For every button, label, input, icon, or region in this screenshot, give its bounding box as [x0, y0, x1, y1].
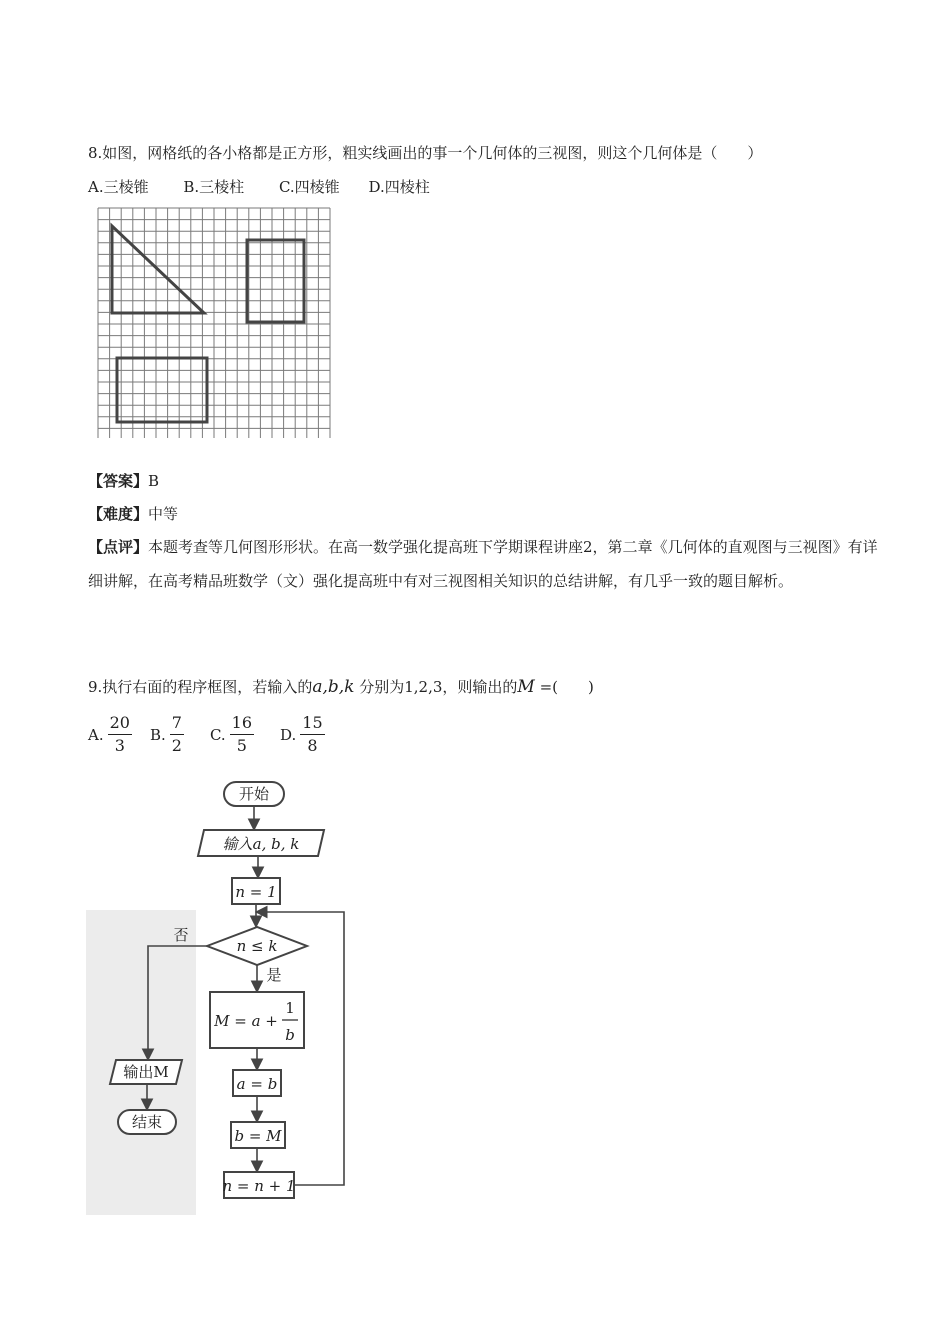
q9-M: M — [517, 677, 535, 697]
option-label: A. — [88, 725, 104, 744]
q8-review — [88, 530, 878, 598]
numerator: 7 — [170, 712, 184, 735]
q9-stem — [88, 676, 594, 697]
numerator: 15 — [300, 712, 324, 735]
init-label: n = 1 — [235, 883, 277, 901]
q9-option-a — [88, 712, 132, 757]
answer-value: B — [148, 472, 160, 490]
condition-label: n ≤ k — [236, 937, 278, 955]
start-label: 开始 — [238, 785, 270, 803]
difficulty-value: 中等 — [148, 505, 179, 523]
q8-stem: 8.如图，网格纸的各小格都是正方形，粗实线画出的事一个几何体的三视图，则这个几何体是（ ） — [88, 144, 763, 162]
input-label: 输入a, b, k — [222, 835, 300, 853]
q9-option-c — [210, 712, 254, 757]
assign-b-label: b = M — [234, 1127, 282, 1145]
denominator: 5 — [236, 736, 247, 755]
end-label: 结束 — [131, 1113, 163, 1131]
difficulty-label: 【难度】 — [88, 505, 149, 523]
q9-stem-prefix: 9.执行右面的程序框图，若输入的 — [88, 678, 313, 696]
program-flowchart — [86, 770, 376, 1220]
review-text: 本题考查等几何图形形状。在高一数学强化提高班下学期课程讲座2，第二章《几何体的直观图与三视图》有详细讲解，在高考精品班数学（文）强化提高班中有对三视图相关知识的总结讲解，有几乎一致的题目解析。 — [88, 538, 878, 590]
q9-option-b — [150, 712, 184, 757]
q9-vars: a,b,k — [312, 677, 355, 697]
q8-answer — [88, 470, 159, 491]
output-label: 输出M — [123, 1063, 169, 1081]
numerator: 16 — [230, 712, 254, 735]
top-view-rectangle — [117, 358, 207, 422]
q8-option-d: D.四棱柱 — [368, 178, 430, 196]
q8-difficulty — [88, 503, 178, 524]
option-label: C. — [209, 725, 226, 744]
assign-m-label: M = a + — [214, 1012, 278, 1030]
assign-m-frac-den: b — [285, 1026, 295, 1044]
denominator: 8 — [307, 736, 318, 755]
q8-option-c: C.四棱锥 — [278, 178, 340, 196]
q8-options — [88, 176, 460, 197]
q8-option-a: A.三棱锥 — [88, 178, 149, 196]
no-label: 否 — [173, 926, 189, 944]
three-view-grid-figure — [92, 206, 342, 442]
assign-m-frac-num: 1 — [285, 999, 295, 1017]
denominator: 2 — [171, 736, 182, 755]
answer-label: 【答案】 — [88, 472, 149, 490]
q8-option-b: B.三棱柱 — [183, 178, 245, 196]
option-label: D. — [280, 725, 297, 744]
increment-label: n = n + 1 — [222, 1177, 296, 1195]
q9-stem-mid: 分别为1,2,3，则输出的 — [354, 678, 518, 696]
assign-a-label: a = b — [236, 1075, 278, 1093]
option-label: B. — [149, 725, 166, 744]
review-label: 【点评】 — [88, 538, 149, 556]
yes-label: 是 — [266, 966, 282, 984]
q9-options — [88, 712, 345, 757]
q9-option-d — [280, 712, 325, 757]
front-view-triangle — [112, 226, 204, 313]
numerator: 20 — [108, 712, 132, 735]
denominator: 3 — [114, 736, 125, 755]
q9-stem-suffix: =( ) — [534, 678, 594, 696]
